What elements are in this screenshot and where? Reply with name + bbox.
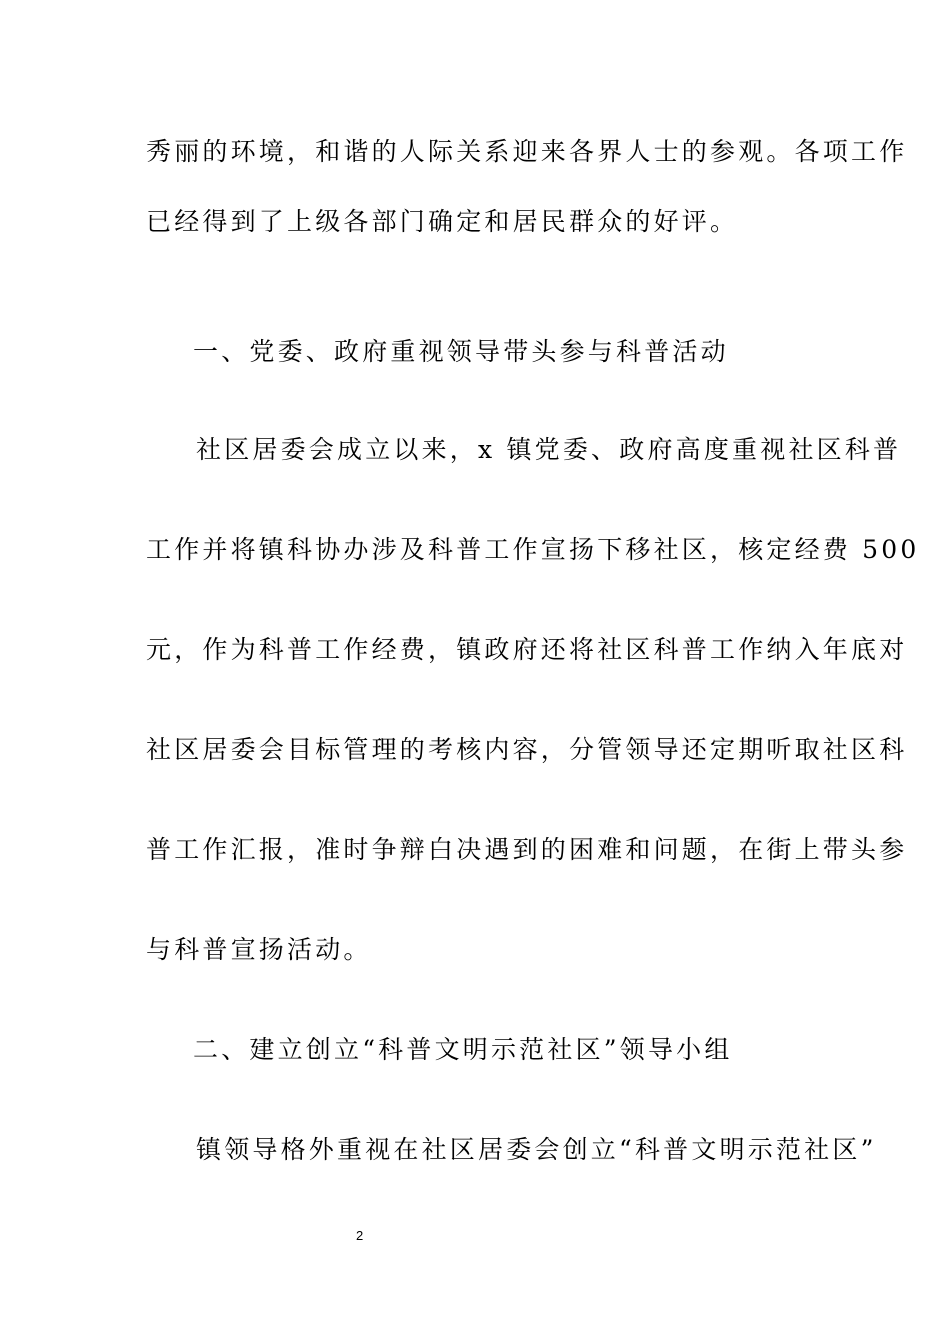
body-line-2: 已经得到了上级各部门确定和居民群众的好评。 xyxy=(146,207,739,236)
body-line-6: 社区居委会目标管理的考核内容，分管领导还定期听取社区科 xyxy=(146,735,908,764)
body-line-8: 与科普宣扬活动。 xyxy=(146,935,372,964)
body-line-3: 社区居委会成立以来，x 镇党委、政府高度重视社区科普 xyxy=(196,435,902,464)
section-heading-1: 一、党委、政府重视领导带头参与科普活动 xyxy=(193,337,729,366)
body-line-5: 元，作为科普工作经费，镇政府还将社区科普工作纳入年底对 xyxy=(146,635,908,664)
body-line-1: 秀丽的环境，和谐的人际关系迎来各界人士的参观。各项工作 xyxy=(146,137,908,166)
body-line-7: 普工作汇报，准时争辩白决遇到的困难和问题，在街上带头参 xyxy=(146,835,908,864)
body-line-4: 工作并将镇科协办涉及科普工作宣扬下移社区，核定经费 500 xyxy=(146,535,920,564)
page-number: 2 xyxy=(356,1228,364,1243)
body-line-9: 镇领导格外重视在社区居委会创立“科普文明示范社区” xyxy=(196,1135,877,1164)
section-heading-2: 二、建立创立“科普文明示范社区”领导小组 xyxy=(193,1035,733,1064)
